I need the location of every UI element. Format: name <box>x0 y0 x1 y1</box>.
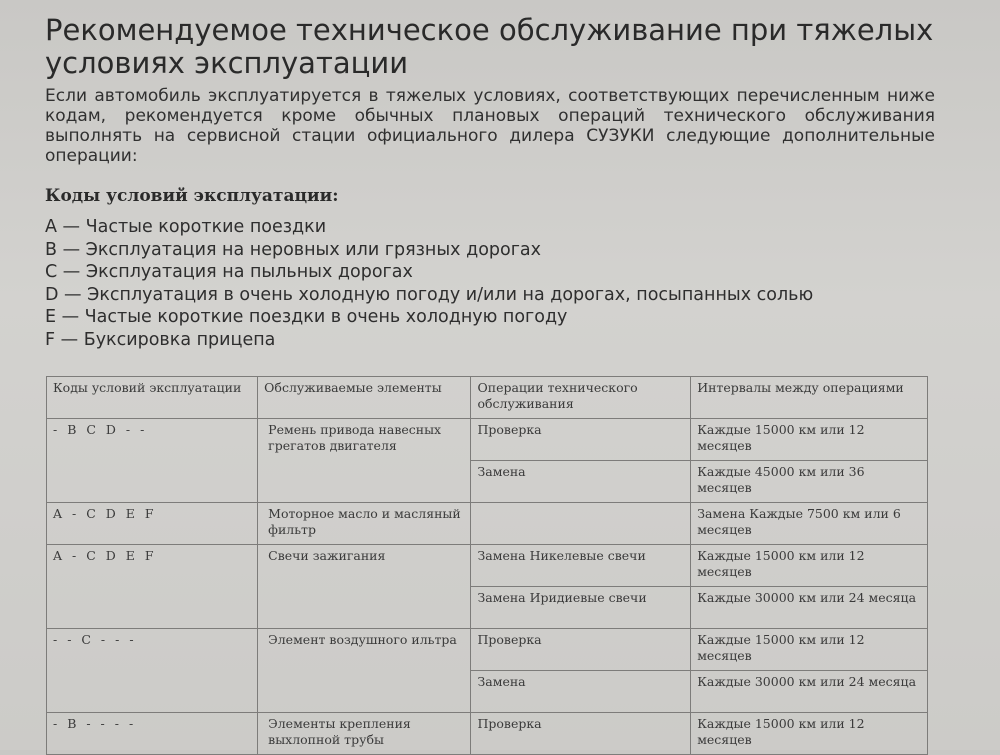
code-item-a: A — Частые короткие поездки <box>45 217 327 237</box>
row-item: Элементы крепления выхлопной трубы <box>258 713 471 755</box>
header-operations: Операции технического обслуживания <box>471 377 691 419</box>
row-code: - - C - - - <box>47 629 258 713</box>
code-item-e: E — Частые короткие поездки в очень холодную погоду <box>45 307 568 327</box>
row-interval: Каждые 45000 км или 36 месяцев <box>691 461 928 503</box>
row-operation: Замена <box>471 461 691 503</box>
page-title: Рекомендуемое техническое обслуживание при тяжелых условиях эксплуатации <box>45 13 934 80</box>
row-item: Моторное масло и масляный фильтр <box>258 503 471 545</box>
intro-paragraph: Если автомобиль эксплуатируется в тяжелых условиях, соответствующих перечисленным ниже кодам, рекомендуется кроме обычных плановых операций технического обслуживания выполнять на сервисной стации официального дилера СУЗУКИ следующие дополнительные операции: <box>45 86 935 166</box>
row-operation: Замена Иридиевые свечи <box>471 587 691 629</box>
row-code: - B C D - - <box>47 419 258 503</box>
maintenance-table <box>46 376 928 755</box>
table-header-row <box>47 377 928 419</box>
table-row <box>47 713 928 755</box>
table-row <box>47 545 928 587</box>
code-item-c: C — Эксплуатация на пыльных дорогах <box>45 262 413 282</box>
row-code: A - C D E F <box>47 545 258 629</box>
row-item: Свечи зажигания <box>258 545 471 629</box>
row-interval: Каждые 30000 км или 24 месяца <box>691 587 928 629</box>
row-interval: Каждые 15000 км или 12 месяцев <box>691 629 928 671</box>
row-operation: Проверка <box>471 419 691 461</box>
row-code: A - C D E F <box>47 503 258 545</box>
code-item-d: D — Эксплуатация в очень холодную погоду и/или на дорогах, посыпанных солью <box>45 284 814 305</box>
header-intervals: Интервалы между операциями <box>691 377 928 419</box>
codes-heading: Коды условий эксплуатации: <box>45 186 339 206</box>
row-item: Ремень привода навесных грегатов двигателя <box>258 419 471 503</box>
header-items: Обслуживаемые элементы <box>258 377 471 419</box>
header-codes: Коды условий эксплуатации <box>47 377 258 419</box>
row-interval: Каждые 15000 км или 12 месяцев <box>691 545 928 587</box>
table-row <box>47 503 928 545</box>
codes-list <box>45 216 813 351</box>
row-item: Элемент воздушного ильтра <box>258 629 471 713</box>
table-row <box>47 419 928 461</box>
row-code: - B - - - - <box>47 713 258 755</box>
row-operation <box>471 503 691 545</box>
code-item-f: F — Буксировка прицепа <box>45 329 276 350</box>
row-interval: Каждые 15000 км или 12 месяцев <box>691 419 928 461</box>
code-item-b: B — Эксплуатация на неровных или грязных дорогах <box>45 239 541 260</box>
row-operation: Замена Никелевые свечи <box>471 545 691 587</box>
row-operation: Проверка <box>471 713 691 755</box>
table-row <box>47 629 928 671</box>
row-interval: Каждые 30000 км или 24 месяца <box>691 671 928 713</box>
row-operation: Замена <box>471 671 691 713</box>
row-interval: Каждые 15000 км или 12 месяцев <box>691 713 928 755</box>
row-interval: Замена Каждые 7500 км или 6 месяцев <box>691 503 928 545</box>
row-operation: Проверка <box>471 629 691 671</box>
